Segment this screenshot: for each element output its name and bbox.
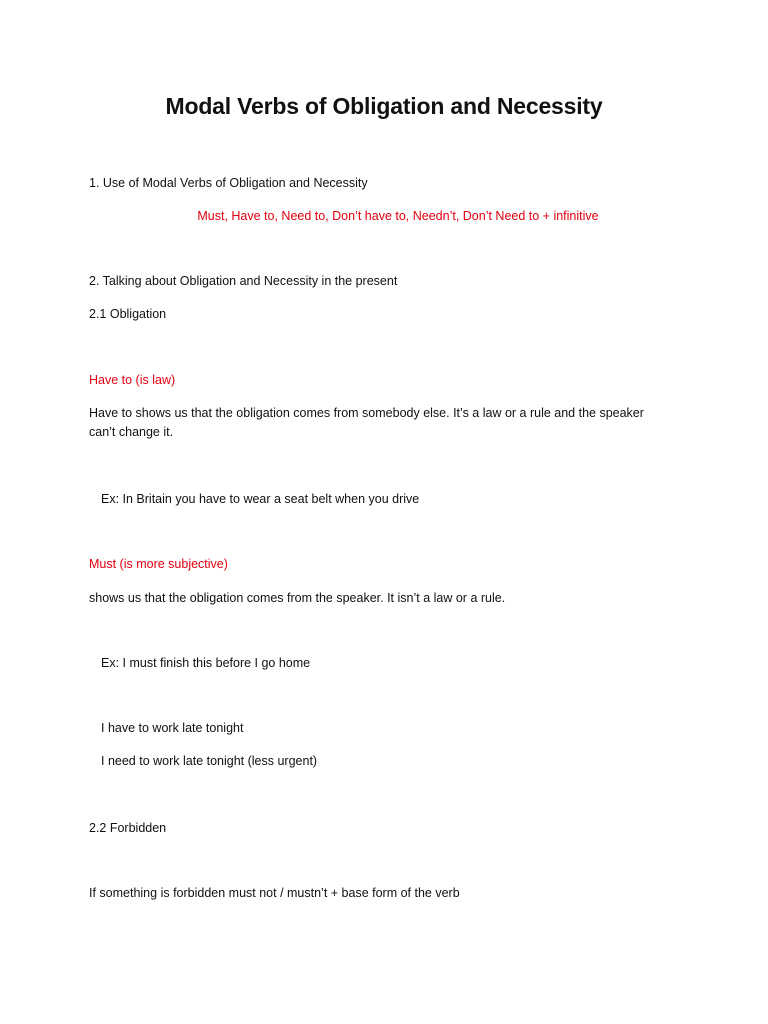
must-text: shows us that the obligation comes from the speaker. It isn’t a law or a rule. xyxy=(89,591,506,605)
example-have-to: I have to work late tonight xyxy=(101,721,244,735)
section1-heading: 1. Use of Modal Verbs of Obligation and Necessity xyxy=(89,176,368,190)
have-to-example: Ex: In Britain you have to wear a seat belt when you drive xyxy=(101,492,420,506)
page-title: Modal Verbs of Obligation and Necessity xyxy=(165,93,603,119)
section2-1-heading: 2.1 Obligation xyxy=(89,307,167,321)
section2-heading: 2. Talking about Obligation and Necessity in the present xyxy=(89,274,398,288)
forbidden-text: If something is forbidden must not / mustn’t + base form of the verb xyxy=(89,886,460,900)
example-need-to: I need to work late tonight (less urgent) xyxy=(101,754,318,768)
have-to-label: Have to (is law) xyxy=(89,373,176,387)
must-example: Ex: I must finish this before I go home xyxy=(101,656,311,670)
section1-forms: Must, Have to, Need to, Don’t have to, Needn’t, Don’t Need to + infinitive xyxy=(197,209,599,223)
have-to-text: Have to shows us that the obligation comes from somebody else. It’s a law or a rule and the speaker can’t change it. xyxy=(89,406,644,439)
section2-2-heading: 2.2 Forbidden xyxy=(89,821,167,835)
must-label: Must (is more subjective) xyxy=(89,557,228,571)
